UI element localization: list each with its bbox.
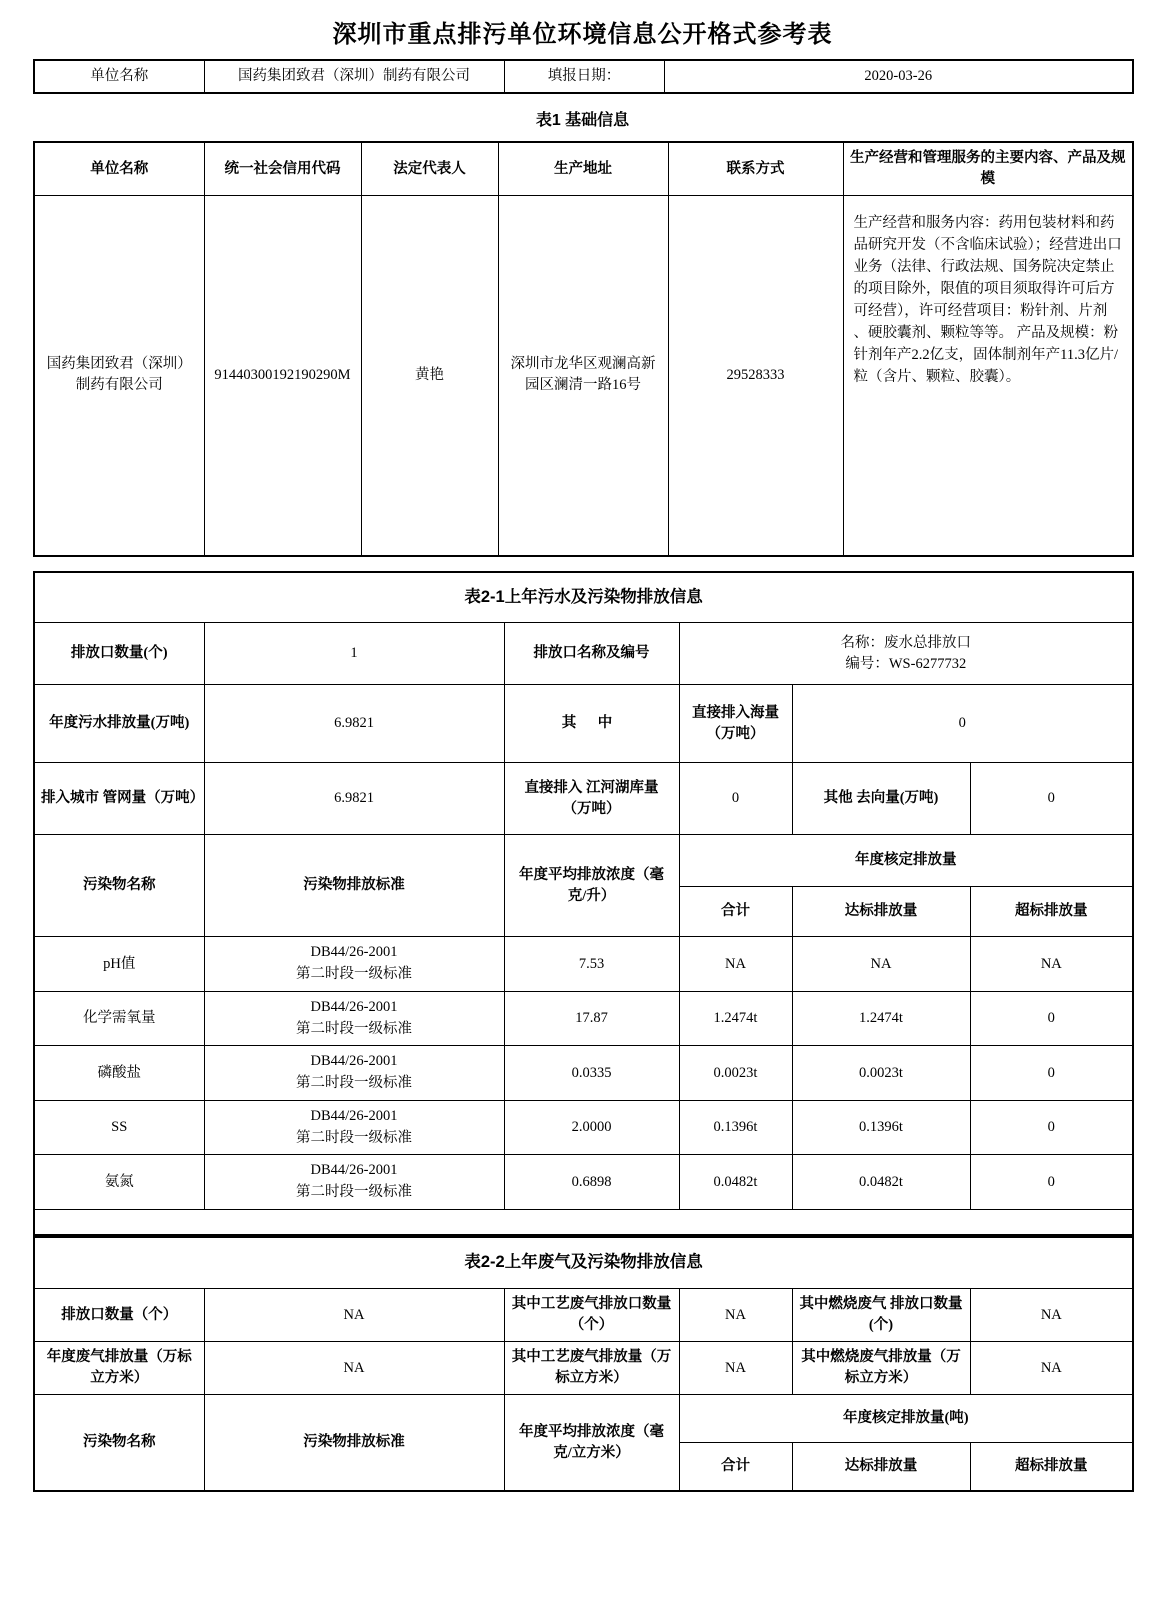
col-header-avg-concentration: 年度平均排放浓度（毫克/升） (504, 835, 679, 937)
standard-code: DB44/26-2001 (310, 1053, 398, 1070)
process-gas-value: NA (679, 1342, 792, 1395)
pollutant-excess: 0 (970, 991, 1133, 1046)
outlet-name-value: 名称：废水总排放口 (840, 634, 972, 651)
combustion-gas-label: 其中燃烧废气排放量（万标立方米） (792, 1342, 970, 1395)
standard-grade: 第二时段一级标准 (296, 1184, 412, 1201)
process-outlet-count-value: NA (679, 1289, 792, 1342)
col-header-scope: 生产经营和管理服务的主要内容、产品及规模 (843, 142, 1133, 196)
pollutant-compliant: 0.1396t (792, 1100, 970, 1155)
city-pipe-label: 排入城市 管网量（万吨） (34, 763, 204, 835)
cell-business-scope: 生产经营和服务内容：药用包装材料和药品研究开发（不含临床试验）；经营进出口业务（法律、行政法规、国务院决定禁止的项目除外，限值的项目须取得许可后方可经营），许可经营项目：粉针剂、片剂 、硬胶囊剂、颗粒等等。 产品及规模：粉针剂年产2.2亿支，固体制剂年产11.3亿片/粒（含片、颗粒、胶囊）。 (843, 196, 1133, 556)
table-row (34, 1155, 1133, 1210)
cell-legal-rep: 黄艳 (361, 196, 498, 556)
pollutant-excess: 0 (970, 1046, 1133, 1101)
pollutant-concentration: 17.87 (504, 991, 679, 1046)
pollutant-excess: 0 (970, 1100, 1133, 1155)
col-header-gas-pollutant-name: 污染物名称 (34, 1395, 204, 1491)
gas-outlet-count-label: 排放口数量（个） (34, 1289, 204, 1342)
table-spacer-row (34, 1209, 1133, 1235)
direct-river-value: 0 (679, 763, 792, 835)
process-outlet-count-label: 其中工艺废气排放口数量（个） (504, 1289, 679, 1342)
standard-grade: 第二时段一级标准 (296, 1075, 412, 1092)
process-gas-label: 其中工艺废气排放量（万标立方米） (504, 1342, 679, 1395)
col-header-pollutant-name: 污染物名称 (34, 835, 204, 937)
col-header-gas-total: 合计 (679, 1443, 792, 1491)
outlet-count-value: 1 (204, 623, 504, 685)
header-info-table (33, 59, 1134, 94)
table1-basic-info (33, 141, 1134, 557)
direct-sea-label: 直接排入海量（万吨） (679, 685, 792, 763)
pollutant-compliant: NA (792, 937, 970, 992)
cell-address: 深圳市龙华区观澜高新园区澜清一路16号 (498, 196, 668, 556)
col-header-annual-approved: 年度核定排放量 (679, 835, 1133, 887)
standard-grade: 第二时段一级标准 (296, 1020, 412, 1037)
among-label: 其 中 (504, 685, 679, 763)
outlet-name-value-cell (679, 623, 1133, 685)
standard-grade: 第二时段一级标准 (296, 1129, 412, 1146)
table-row (34, 1100, 1133, 1155)
report-date-value: 2020-03-26 (664, 60, 1133, 93)
direct-river-label: 直接排入 江河湖库量（万吨） (504, 763, 679, 835)
annual-discharge-label: 年度污水排放量(万吨) (34, 685, 204, 763)
combustion-outlet-count-label: 其中燃烧废气 排放口数量(个) (792, 1289, 970, 1342)
table-row (34, 196, 1133, 556)
table-gap (33, 557, 1132, 571)
col-header-address: 生产地址 (498, 142, 668, 196)
standard-code: DB44/26-2001 (310, 944, 398, 961)
table-row (34, 1046, 1133, 1101)
col-header-contact: 联系方式 (668, 142, 843, 196)
pollutant-concentration: 7.53 (504, 937, 679, 992)
cell-credit-code: 91440300192190290M (204, 196, 361, 556)
pollutant-standard (204, 991, 504, 1046)
direct-sea-value: 0 (792, 685, 1133, 763)
unit-name-label: 单位名称 (34, 60, 204, 93)
pollutant-concentration: 0.6898 (504, 1155, 679, 1210)
pollutant-standard (204, 1155, 504, 1210)
gas-outlet-count-value: NA (204, 1289, 504, 1342)
table-row (34, 1289, 1133, 1342)
pollutant-standard (204, 1046, 504, 1101)
standard-code: DB44/26-2001 (310, 1162, 398, 1179)
col-header-gas-compliant: 达标排放量 (792, 1443, 970, 1491)
table2-1-wastewater (33, 571, 1134, 1237)
pollutant-standard (204, 1100, 504, 1155)
outlet-code-value: 编号：WS-6277732 (845, 655, 967, 672)
pollutant-excess: 0 (970, 1155, 1133, 1210)
combustion-outlet-count-value: NA (970, 1289, 1133, 1342)
pollutant-name: 化学需氧量 (34, 991, 204, 1046)
table-row (34, 623, 1133, 685)
col-header-unit-name: 单位名称 (34, 142, 204, 196)
pollutant-compliant: 1.2474t (792, 991, 970, 1046)
annual-discharge-value: 6.9821 (204, 685, 504, 763)
table-row (34, 1342, 1133, 1395)
table-row (34, 991, 1133, 1046)
table-header-row (34, 835, 1133, 887)
standard-code: DB44/26-2001 (310, 998, 398, 1015)
pollutant-name: 磷酸盐 (34, 1046, 204, 1101)
standard-grade: 第二时段一级标准 (296, 966, 412, 983)
pollutant-total: 0.1396t (679, 1100, 792, 1155)
table1-caption: 表1 基础信息 (535, 112, 630, 130)
table-title-row (34, 1237, 1133, 1288)
table2-2-wastegas (33, 1236, 1134, 1491)
pollutant-excess: NA (970, 937, 1133, 992)
col-header-gas-avg-concentration: 年度平均排放浓度（毫克/立方米） (504, 1395, 679, 1491)
report-date-label: 填报日期： (504, 60, 664, 93)
unit-name-value: 国药集团致君（深圳）制药有限公司 (204, 60, 504, 93)
outlet-name-label: 排放口名称及编号 (504, 623, 679, 685)
table-row (34, 60, 1133, 93)
table-row (34, 685, 1133, 763)
table-header-row (34, 1395, 1133, 1443)
pollutant-total: 1.2474t (679, 991, 792, 1046)
pollutant-total: NA (679, 937, 792, 992)
annual-gas-value: NA (204, 1342, 504, 1395)
col-header-gas-excess: 超标排放量 (970, 1443, 1133, 1491)
table-row (34, 937, 1133, 992)
other-destination-value: 0 (970, 763, 1133, 835)
city-pipe-value: 6.9821 (204, 763, 504, 835)
combustion-gas-value: NA (970, 1342, 1133, 1395)
pollutant-total: 0.0023t (679, 1046, 792, 1101)
page-title: 深圳市重点排污单位环境信息公开格式参考表 (332, 21, 833, 48)
pollutant-name: SS (34, 1100, 204, 1155)
col-header-compliant: 达标排放量 (792, 887, 970, 937)
pollutant-concentration: 0.0335 (504, 1046, 679, 1101)
other-destination-label: 其他 去向量(万吨) (792, 763, 970, 835)
pollutant-total: 0.0482t (679, 1155, 792, 1210)
pollutant-compliant: 0.0482t (792, 1155, 970, 1210)
cell-unit-name: 国药集团致君（深圳）制药有限公司 (34, 196, 204, 556)
standard-code: DB44/26-2001 (310, 1107, 398, 1124)
spacer-cell (34, 1209, 1133, 1235)
col-header-legal-rep: 法定代表人 (361, 142, 498, 196)
pollutant-concentration: 2.0000 (504, 1100, 679, 1155)
table2-1-title: 表2-1上年污水及污染物排放信息 (34, 572, 1133, 623)
col-header-excess: 超标排放量 (970, 887, 1133, 937)
pollutant-compliant: 0.0023t (792, 1046, 970, 1101)
pollutant-standard (204, 937, 504, 992)
col-header-pollutant-standard: 污染物排放标准 (204, 835, 504, 937)
table-row (34, 763, 1133, 835)
cell-contact: 29528333 (668, 196, 843, 556)
outlet-count-label: 排放口数量(个) (34, 623, 204, 685)
table2-2-title: 表2-2上年废气及污染物排放信息 (34, 1237, 1133, 1288)
col-header-total: 合计 (679, 887, 792, 937)
pollutant-name: pH值 (34, 937, 204, 992)
annual-gas-label: 年度废气排放量（万标立方米） (34, 1342, 204, 1395)
col-header-credit-code: 统一社会信用代码 (204, 142, 361, 196)
col-header-gas-pollutant-standard: 污染物排放标准 (204, 1395, 504, 1491)
table-title-row (34, 572, 1133, 623)
pollutant-name: 氨氮 (34, 1155, 204, 1210)
col-header-gas-annual-approved: 年度核定排放量(吨) (679, 1395, 1133, 1443)
table-header-row (34, 142, 1133, 196)
